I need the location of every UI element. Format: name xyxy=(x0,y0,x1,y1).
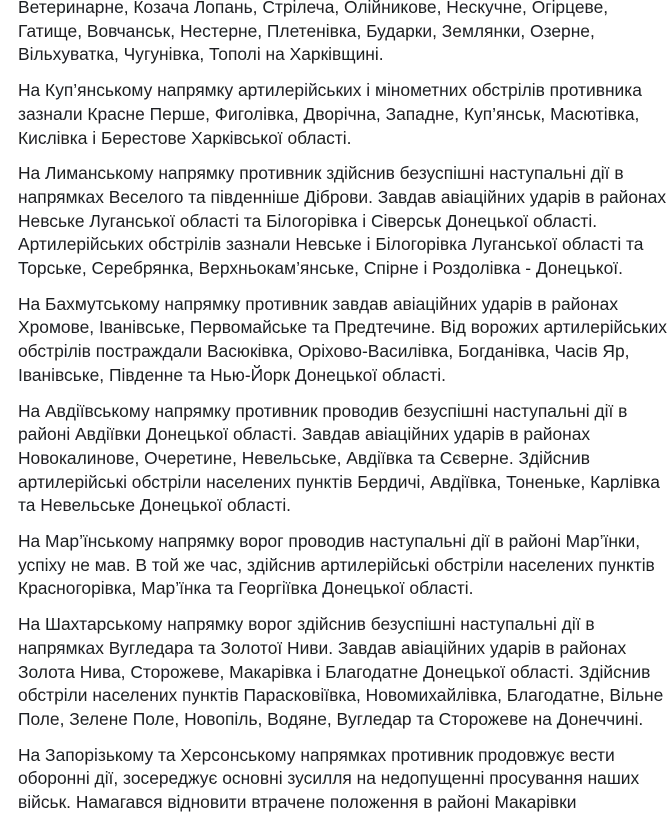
text-line: обстріли населених пунктів Парасковіївка, Новомихайлівка, Благодатне, Вільне xyxy=(18,685,664,706)
paragraph-zaporizhzhia-kherson xyxy=(18,744,658,815)
text-line: успіху не мав. В той же час, здійснив артилерійські обстріли населених пунктів xyxy=(18,554,655,575)
text-line: Невське Луганської області та Білогорівка і Сіверськ Донецької області. xyxy=(18,210,598,231)
text-line: зазнали Красне Перше, Фиголівка, Дворічна, Западне, Куп’янськ, Масютівка, xyxy=(18,103,640,124)
text-line: Золота Нива, Сторожеве, Макарівка і Благодатне Донецької області. Здійснив xyxy=(18,661,651,682)
paragraph-avdiivka xyxy=(18,400,658,519)
text-line: На Куп’янському напрямку артилерійських і мінометних обстрілів противника xyxy=(18,80,642,101)
text-line: артилерійські обстріли населених пунктів Бердичі, Авдіївка, Тоненьке, Карлівка xyxy=(18,471,660,492)
paragraph-kharkiv xyxy=(18,0,658,67)
paragraph-bakhmut xyxy=(18,293,667,388)
text-line: оборонні дії, зосереджує основні зусилля на недопущенні просування наших xyxy=(18,768,640,789)
text-line: На Шахтарському напрямку ворог здійснив безуспішні наступальні дії в xyxy=(18,614,595,635)
paragraph-shakhtarsk xyxy=(18,613,664,732)
text-line: та Невельське Донецької області. xyxy=(18,495,292,516)
paragraph-kupiansk xyxy=(18,79,658,150)
text-line: Хромове, Іванівське, Первомайське та Предтечине. Від ворожих артилерійських xyxy=(18,317,667,338)
text-line: Красногорівка, Мар’їнка та Георгіївка Донецької області. xyxy=(18,578,474,599)
text-line: Вільхуватка, Чугунівка, Тополі на Харківщині. xyxy=(18,44,384,65)
text-line: На Бахмутському напрямку противник завдав авіаційних ударів в районах xyxy=(18,293,619,314)
paragraph-lyman xyxy=(18,162,667,281)
text-line: Гатище, Вовчанськ, Нестерне, Плетенівка, Бударки, Землянки, Озерне, xyxy=(18,20,595,41)
text-line: напрямках Вугледара та Золотої Ниви. Завдав авіаційних ударів в районах xyxy=(18,637,627,658)
text-line: Новокалинове, Очеретине, Невельське, Авдіївка та Сєверне. Здійснив xyxy=(18,447,590,468)
paragraph-marinka xyxy=(18,530,658,601)
text-line: Іванівське, Південне та Нью-Йорк Донецької області. xyxy=(18,364,447,385)
text-line: обстрілів постраждали Васюківка, Оріхово-Василівка, Богданівка, Часів Яр, xyxy=(18,341,630,362)
text-line: Артилерійських обстрілів зазнали Невське і Білогорівка Луганської області та xyxy=(18,234,644,255)
text-line: Торське, Серебрянка, Верхньокам’янське, Спірне і Роздолівка - Донецької. xyxy=(18,258,623,279)
text-line: районі Авдіївки Донецької області. Завдав авіаційних ударів в районах xyxy=(18,424,591,445)
text-line: На Авдіївському напрямку противник проводив безуспішні наступальні дії в xyxy=(18,400,628,421)
text-line: Кислівка і Берестове Харківської області. xyxy=(18,127,352,148)
text-line: Ветеринарне, Козача Лопань, Стрілеча, Олійникове, Нескучне, Огірцеве, xyxy=(18,0,609,17)
text-line: На Мар’їнському напрямку ворог проводив наступальні дії в районі Мар’їнки, xyxy=(18,531,641,552)
text-line: На Лиманському напрямку противник здійснив безуспішні наступальні дії в xyxy=(18,163,624,184)
post-text xyxy=(18,0,667,827)
text-line: напрямках Веселого та південніше Діброви. Завдав авіаційних ударів в районах xyxy=(18,186,667,207)
text-line: Поле, Зелене Поле, Новопіль, Водяне, Вугледар та Сторожеве на Донеччині. xyxy=(18,708,644,729)
text-line: військ. Намагався відновити втрачене положення в районі Макарівки xyxy=(18,792,577,813)
text-line: На Запорізькому та Херсонському напрямках противник продовжує вести xyxy=(18,744,615,765)
